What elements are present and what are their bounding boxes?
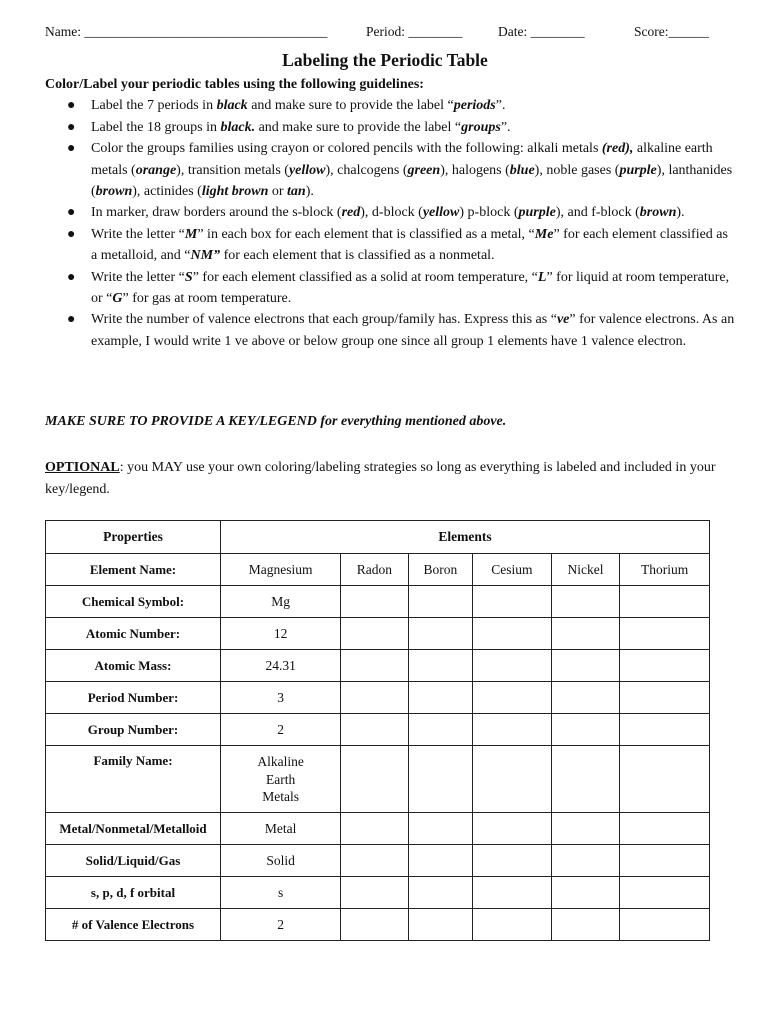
blank-cell (408, 586, 473, 618)
blank-cell (341, 714, 408, 746)
blank-cell (341, 909, 408, 941)
blank-cell (551, 877, 620, 909)
bullet-icon: ● (67, 119, 76, 135)
period-field: Period: ________ (366, 24, 463, 39)
elements-header: Elements (221, 521, 710, 554)
blank-cell (620, 586, 710, 618)
element-name-cell: Boron (408, 554, 473, 586)
blank-cell (551, 682, 620, 714)
guideline-groups: ● Label the 18 groups in black. and make sure to provide the label “groups”. (45, 117, 735, 138)
blank-cell (620, 682, 710, 714)
value-cell: Solid (221, 845, 341, 877)
value-cell: 24.31 (221, 650, 341, 682)
blank-cell (341, 746, 408, 813)
blank-cell (473, 618, 552, 650)
blank-cell (408, 714, 473, 746)
table-row (46, 650, 710, 682)
element-name-cell: Cesium (473, 554, 552, 586)
table-row (46, 746, 710, 813)
element-name-cell: Magnesium (221, 554, 341, 586)
row-label: s, p, d, f orbital (46, 877, 221, 909)
bullet-icon: ● (67, 226, 76, 242)
blank-cell (473, 746, 552, 813)
bullet-icon: ● (67, 205, 76, 221)
blank-cell (408, 650, 473, 682)
blank-cell (551, 650, 620, 682)
blank-cell (408, 877, 473, 909)
table-row (46, 618, 710, 650)
blank-cell (551, 909, 620, 941)
row-label: Period Number: (46, 682, 221, 714)
blank-cell (473, 682, 552, 714)
blank-cell (551, 586, 620, 618)
table-row (46, 813, 710, 845)
row-label: Group Number: (46, 714, 221, 746)
value-cell: 2 (221, 909, 341, 941)
header-fields (45, 24, 725, 44)
blank-cell (341, 586, 408, 618)
optional-note (45, 457, 735, 501)
blank-cell (551, 618, 620, 650)
table-row (46, 909, 710, 941)
table-header-row (46, 521, 710, 554)
guideline-periods: ● Label the 7 periods in black and make sure to provide the label “periods”. (45, 95, 735, 116)
value-cell: Metal (221, 813, 341, 845)
guideline-state-letters: ● Write the letter “S” for each element classified as a solid at room temperature, “L” for liquid at room temperature, or “G” for gas at room temperature. (45, 267, 735, 310)
guideline-valence: ● Write the number of valence electrons that each group/family has. Express this as “ve” for valence electrons. As an example, I would write 1 ve above or below group one since all group 1 elements have 1 valence electron. (45, 309, 735, 352)
blank-cell (473, 909, 552, 941)
blank-cell (620, 877, 710, 909)
blank-cell (341, 813, 408, 845)
value-cell: 12 (221, 618, 341, 650)
blank-cell (473, 714, 552, 746)
row-label: Element Name: (46, 554, 221, 586)
table-row (46, 586, 710, 618)
guideline-colors: ● Color the groups families using crayon or colored pencils with the following: alkali metals (red), alkaline earth metals (orange), transition metals (yellow), chalcogens (green), halogens (blue), noble gases (purple), lanthanides (brown), actinides (light brown or tan). (45, 138, 735, 202)
table-row (46, 877, 710, 909)
value-cell: s (221, 877, 341, 909)
blank-cell (473, 650, 552, 682)
score-field: Score:______ (634, 24, 709, 39)
value-cell: Mg (221, 586, 341, 618)
optional-label: OPTIONAL (45, 460, 120, 475)
row-label: Solid/Liquid/Gas (46, 845, 221, 877)
optional-text: : you MAY use your own coloring/labeling strategies so long as everything is labeled and included in your key/legend. (45, 460, 716, 497)
name-field: Name: ____________________________________ (45, 24, 328, 39)
blank-cell (620, 746, 710, 813)
value-cell: 2 (221, 714, 341, 746)
guideline-metal-letters: ● Write the letter “M” in each box for each element that is classified as a metal, “Me” for each element classified as a metalloid, and “NM” for each element that is classified as a nonmetal. (45, 224, 735, 267)
blank-cell (473, 813, 552, 845)
blank-cell (551, 746, 620, 813)
blank-cell (408, 682, 473, 714)
blank-cell (551, 714, 620, 746)
blank-cell (408, 845, 473, 877)
blank-cell (408, 909, 473, 941)
properties-table (45, 520, 710, 941)
blank-cell (341, 650, 408, 682)
blank-cell (341, 845, 408, 877)
value-cell: Alkaline Earth Metals (221, 746, 341, 813)
element-name-row (46, 554, 710, 586)
row-label: Atomic Mass: (46, 650, 221, 682)
blank-cell (620, 909, 710, 941)
blank-cell (473, 877, 552, 909)
guidelines-list (45, 95, 735, 352)
bullet-icon: ● (67, 141, 76, 157)
blank-cell (408, 813, 473, 845)
row-label: Chemical Symbol: (46, 586, 221, 618)
key-legend-note: MAKE SURE TO PROVIDE A KEY/LEGEND for everything mentioned above. (45, 414, 507, 429)
bullet-icon: ● (67, 269, 76, 285)
row-label: Family Name: (46, 746, 221, 813)
table-row (46, 845, 710, 877)
blank-cell (620, 650, 710, 682)
table-row (46, 714, 710, 746)
row-label: # of Valence Electrons (46, 909, 221, 941)
element-name-cell: Radon (341, 554, 408, 586)
blank-cell (408, 618, 473, 650)
element-name-cell: Nickel (551, 554, 620, 586)
blank-cell (341, 877, 408, 909)
row-label: Atomic Number: (46, 618, 221, 650)
blank-cell (408, 746, 473, 813)
properties-header: Properties (46, 521, 221, 554)
blank-cell (473, 586, 552, 618)
blank-cell (620, 845, 710, 877)
row-label: Metal/Nonmetal/Metalloid (46, 813, 221, 845)
guidelines-section (45, 74, 735, 352)
blank-cell (620, 618, 710, 650)
value-cell: 3 (221, 682, 341, 714)
table-row (46, 682, 710, 714)
blank-cell (551, 813, 620, 845)
blank-cell (473, 845, 552, 877)
bullet-icon: ● (67, 312, 76, 328)
guidelines-intro: Color/Label your periodic tables using the following guidelines: (45, 77, 424, 92)
blank-cell (620, 813, 710, 845)
element-name-cell: Thorium (620, 554, 710, 586)
bullet-icon: ● (67, 98, 76, 114)
page-title: Labeling the Periodic Table (282, 50, 488, 70)
blank-cell (341, 682, 408, 714)
blank-cell (551, 845, 620, 877)
blank-cell (620, 714, 710, 746)
blank-cell (341, 618, 408, 650)
guideline-borders: ● In marker, draw borders around the s-block (red), d-block (yellow) p-block (purple), and f-block (brown). (45, 202, 735, 223)
date-field: Date: ________ (498, 24, 585, 39)
